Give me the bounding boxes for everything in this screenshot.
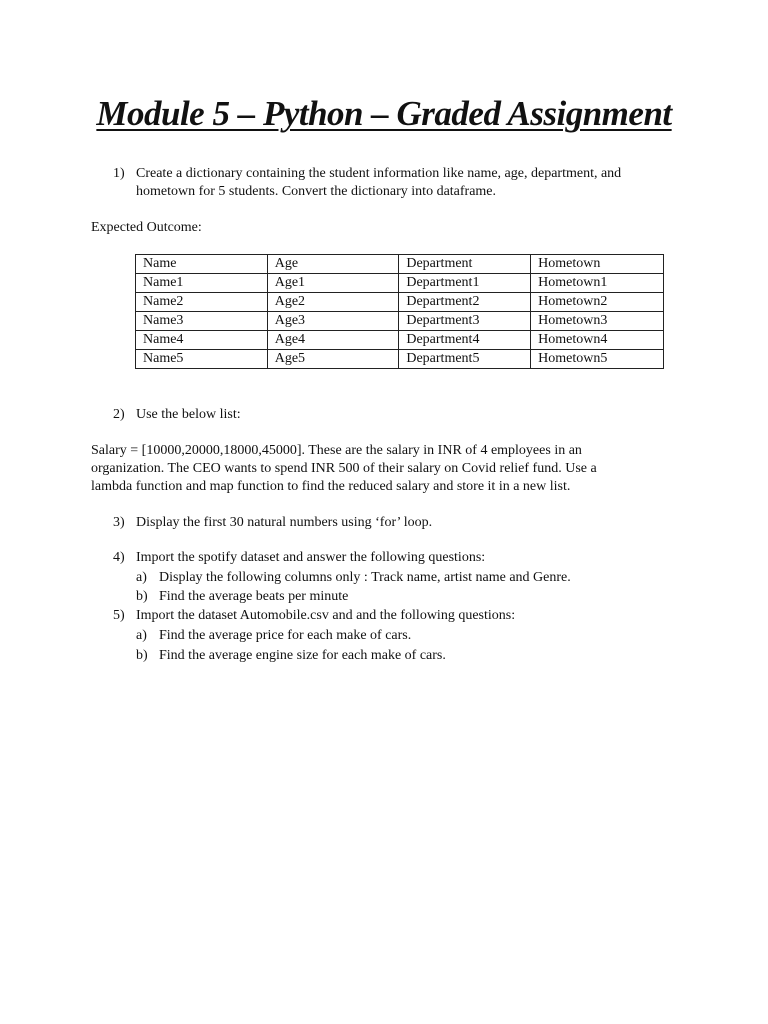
question-5a-label: a) — [136, 628, 147, 643]
question-4a-text: Display the following columns only : Track name, artist name and Genre. — [159, 570, 571, 585]
question-5-number: 5) — [113, 608, 125, 623]
salary-paragraph-line-2: organization. The CEO wants to spend INR 500 of their salary on Covid relief fund. Use a — [91, 461, 597, 476]
table-cell: Age2 — [267, 293, 399, 312]
table-cell: Age4 — [267, 331, 399, 350]
page-title: Module 5 – Python – Graded Assignment — [96, 94, 672, 133]
question-2-number: 2) — [113, 407, 125, 422]
table-cell: Department3 — [399, 312, 531, 331]
table-cell: Hometown5 — [531, 350, 664, 369]
question-4-text: Import the spotify dataset and answer the following questions: — [136, 550, 486, 565]
table-row — [136, 331, 664, 350]
salary-paragraph-line-3: lambda function and map function to find the reduced salary and store it in a new list. — [91, 479, 571, 494]
salary-paragraph-line-1: Salary = [10000,20000,18000,45000]. These are the salary in INR of 4 employees in an — [91, 443, 582, 458]
table-cell: Name4 — [136, 331, 268, 350]
table-cell: Name1 — [136, 274, 268, 293]
question-2-text: Use the below list: — [136, 407, 241, 422]
question-1-line-2: hometown for 5 students. Convert the dictionary into dataframe. — [136, 184, 497, 199]
expected-outcome-label: Expected Outcome: — [91, 220, 202, 235]
table-cell: Age3 — [267, 312, 399, 331]
table-header-cell: Age — [267, 255, 399, 274]
question-3-text: Display the first 30 natural numbers using ‘for’ loop. — [136, 515, 433, 530]
table-cell: Name2 — [136, 293, 268, 312]
table-cell: Department5 — [399, 350, 531, 369]
table-cell: Age5 — [267, 350, 399, 369]
question-5b-text: Find the average engine size for each make of cars. — [159, 648, 446, 663]
question-3-number: 3) — [113, 515, 125, 530]
table-cell: Hometown1 — [531, 274, 664, 293]
table-cell: Hometown3 — [531, 312, 664, 331]
table-cell: Name3 — [136, 312, 268, 331]
table-header-cell: Name — [136, 255, 268, 274]
table-header-cell: Hometown — [531, 255, 664, 274]
question-4a-label: a) — [136, 570, 147, 585]
question-4-number: 4) — [113, 550, 125, 565]
table-row — [136, 350, 664, 369]
question-1-line-1: Create a dictionary containing the student information like name, age, department, and — [136, 166, 622, 181]
expected-outcome-table — [135, 254, 664, 369]
table-cell: Department1 — [399, 274, 531, 293]
table-row — [136, 293, 664, 312]
question-5b-label: b) — [136, 648, 148, 663]
table-cell: Department4 — [399, 331, 531, 350]
table-row — [136, 274, 664, 293]
table-row — [136, 312, 664, 331]
table-header-row — [136, 255, 664, 274]
table-cell: Hometown4 — [531, 331, 664, 350]
question-5-text: Import the dataset Automobile.csv and and the following questions: — [136, 608, 516, 623]
table-cell: Name5 — [136, 350, 268, 369]
table-cell: Department2 — [399, 293, 531, 312]
question-4b-label: b) — [136, 589, 148, 604]
question-4b-text: Find the average beats per minute — [159, 589, 349, 604]
table-header-cell: Department — [399, 255, 531, 274]
question-1-number: 1) — [113, 166, 125, 181]
question-5a-text: Find the average price for each make of cars. — [159, 628, 412, 643]
table-cell: Age1 — [267, 274, 399, 293]
table-cell: Hometown2 — [531, 293, 664, 312]
